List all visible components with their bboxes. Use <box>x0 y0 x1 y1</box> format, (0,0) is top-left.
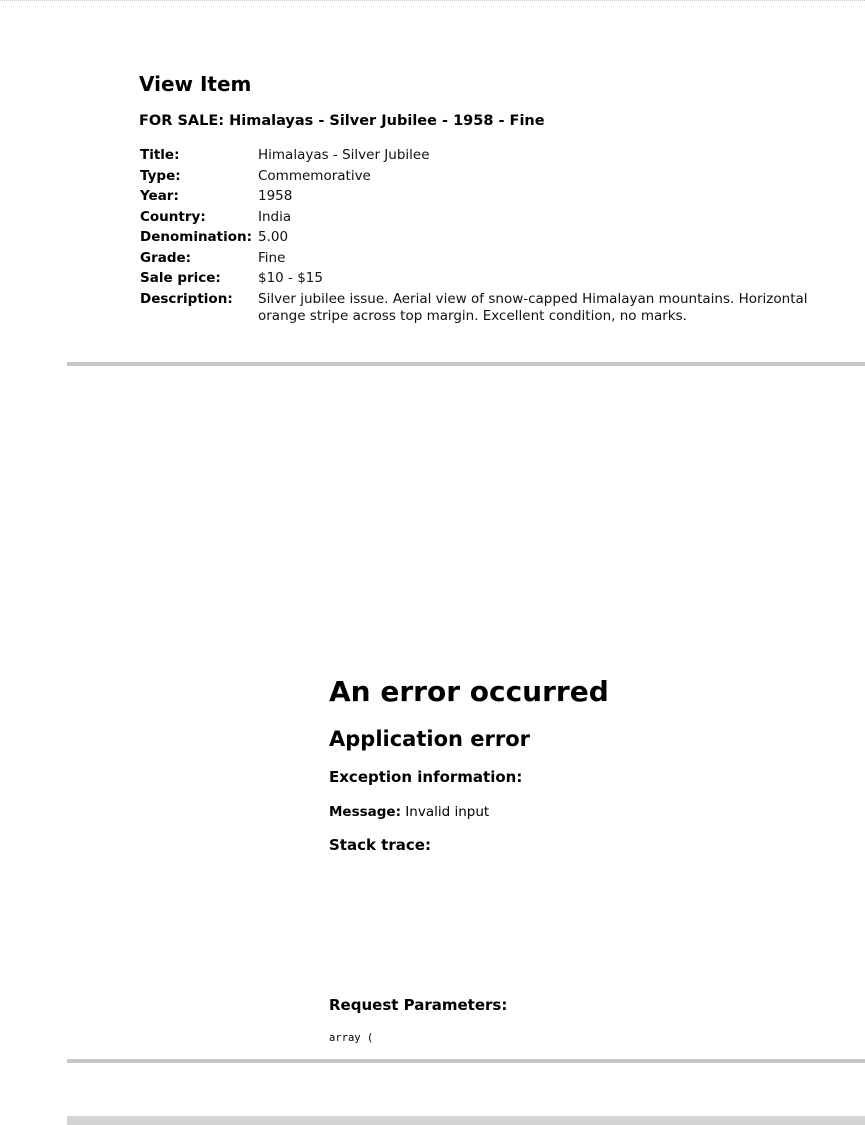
detail-value: $10 - $15 <box>258 270 323 286</box>
detail-label: Year: <box>140 188 179 204</box>
exception-heading: Exception information: <box>329 768 523 786</box>
detail-row-sale-price <box>140 268 839 289</box>
error-message <box>329 802 849 822</box>
detail-value: Commemorative <box>258 167 371 184</box>
detail-value: Silver jubilee issue. Aerial view of snow-capped Himalayan mountains. Horizontal orange stripe across top margin. Excellent condition, no marks. <box>258 290 808 324</box>
request-parameters-heading: Request Parameters: <box>329 996 508 1014</box>
message-label: Message: <box>329 804 401 820</box>
detail-label: Type: <box>140 167 181 184</box>
detail-value: Fine <box>258 249 286 266</box>
error-section <box>329 674 849 856</box>
detail-row-type <box>140 166 839 187</box>
message-value: Invalid input <box>405 804 490 820</box>
detail-label: Description: <box>140 290 233 307</box>
detail-label: Country: <box>140 208 206 225</box>
detail-value: 5.00 <box>258 229 289 245</box>
divider <box>67 1116 865 1125</box>
stack-trace-heading: Stack trace: <box>329 836 431 854</box>
detail-label: Grade: <box>140 249 192 266</box>
error-title: An error occurred <box>329 675 609 708</box>
detail-row-title <box>140 145 839 166</box>
view-item-section <box>139 71 839 325</box>
error-subtitle: Application error <box>329 727 530 751</box>
detail-row-country <box>140 207 839 228</box>
detail-row-grade <box>140 248 839 269</box>
detail-row-description <box>140 289 839 325</box>
detail-value: India <box>258 208 292 225</box>
item-details-table <box>140 145 839 325</box>
detail-label: Denomination: <box>140 229 253 245</box>
detail-value: 1958 <box>258 188 293 204</box>
page-title: View Item <box>139 72 252 96</box>
sale-heading: FOR SALE: Himalayas - Silver Jubilee - 1958 - Fine <box>139 113 545 129</box>
detail-row-year <box>140 186 839 207</box>
request-parameters-dump: array ( <box>329 1032 374 1044</box>
detail-label: Title: <box>140 147 180 163</box>
divider <box>67 1059 865 1063</box>
detail-row-denomination <box>140 227 839 248</box>
divider <box>67 362 865 366</box>
detail-label: Sale price: <box>140 270 221 286</box>
detail-value: Himalayas - Silver Jubilee <box>258 147 430 163</box>
top-dotted-border <box>0 0 865 1</box>
